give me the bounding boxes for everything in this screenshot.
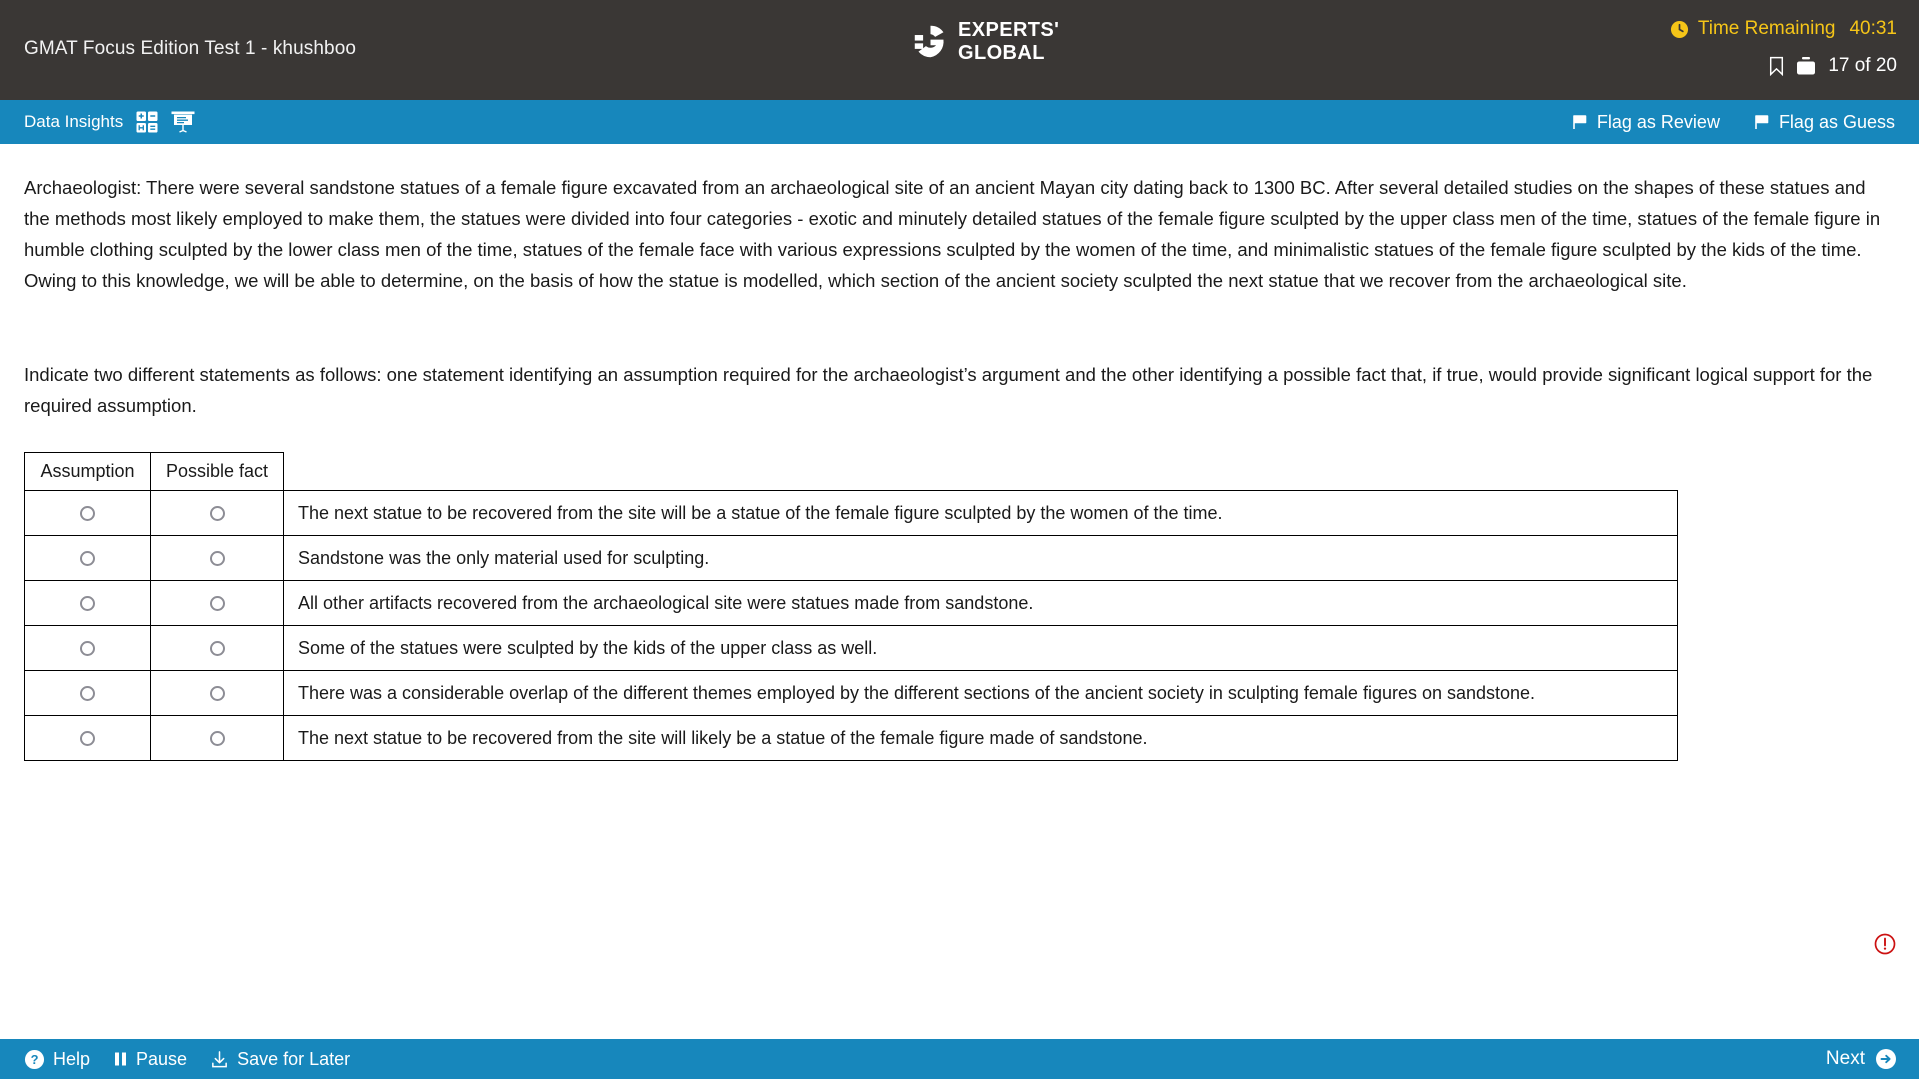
statement-text: The next statue to be recovered from the site will be a statue of the female figure sculpted by the women of the time. (284, 491, 1678, 536)
possible-fact-radio-cell[interactable] (151, 581, 284, 626)
column-header-statement (284, 453, 1678, 491)
time-remaining-label: Time Remaining (1697, 18, 1836, 39)
brand-logo-text (958, 20, 1059, 63)
bookmark-icon[interactable] (1769, 56, 1784, 76)
question-circle-icon (24, 1049, 45, 1070)
column-header-assumption: Assumption (25, 453, 151, 491)
possible-fact-radio[interactable] (210, 731, 225, 746)
save-for-later-button[interactable] (210, 1049, 350, 1070)
question-counter (1769, 55, 1897, 77)
help-button[interactable] (24, 1049, 90, 1070)
assumption-radio-cell[interactable] (25, 491, 151, 536)
pause-icon (113, 1051, 128, 1067)
possible-fact-radio[interactable] (210, 686, 225, 701)
footer-left-group (24, 1039, 350, 1079)
statement-text: All other artifacts recovered from the archaeological site were statues made from sandstone. (284, 581, 1678, 626)
table-row (25, 716, 1678, 761)
assumption-radio-cell[interactable] (25, 626, 151, 671)
bottom-toolbar (0, 1039, 1919, 1079)
table-row (25, 491, 1678, 536)
help-label: Help (53, 1048, 91, 1069)
assumption-radio[interactable] (80, 731, 95, 746)
possible-fact-radio[interactable] (210, 641, 225, 656)
whiteboard-icon[interactable] (171, 111, 195, 133)
save-for-later-label: Save for Later (237, 1048, 351, 1069)
statement-text: Some of the statues were sculpted by the kids of the upper class as well. (284, 626, 1678, 671)
assumption-radio[interactable] (80, 686, 95, 701)
table-row (25, 626, 1678, 671)
column-header-possible-fact: Possible fact (151, 453, 284, 491)
time-remaining-value: 40:31 (1849, 18, 1897, 39)
assumption-radio[interactable] (80, 641, 95, 656)
brand-logo (912, 20, 1059, 63)
flag-as-review-label: Flag as Review (1596, 111, 1720, 132)
top-header-bar (0, 0, 1919, 100)
question-counter-text: 17 of 20 (1828, 55, 1897, 76)
possible-fact-radio-cell[interactable] (151, 491, 284, 536)
briefcase-icon[interactable] (1795, 56, 1817, 76)
assumption-radio[interactable] (80, 596, 95, 611)
experts-global-logo-icon (912, 23, 949, 60)
download-icon (210, 1050, 229, 1069)
assumption-radio[interactable] (80, 551, 95, 566)
brand-line-1: EXPERTS' (958, 19, 1060, 41)
table-row (25, 536, 1678, 581)
clock-icon (1670, 20, 1689, 39)
possible-fact-radio[interactable] (210, 596, 225, 611)
svg-text:?: ? (30, 1051, 39, 1067)
statement-text: There was a considerable overlap of the different themes employed by the different sections of the ancient society in sculpting female figures on sandstone. (284, 671, 1678, 716)
section-label: Data Insights (24, 112, 124, 131)
instruction-text: Indicate two different statements as follows: one statement identifying an assumption required for the archaeologist’s argument and the other identifying a possible fact that, if true, would provide significant logical support for the required assumption. (24, 364, 1873, 416)
alert-indicator[interactable] (1873, 932, 1897, 956)
assumption-radio-cell[interactable] (25, 581, 151, 626)
pause-label: Pause (136, 1048, 188, 1069)
statement-text: The next statue to be recovered from the site will likely be a statue of the female figure made of sandstone. (284, 716, 1678, 761)
possible-fact-radio[interactable] (210, 506, 225, 521)
brand-line-2: GLOBAL (958, 42, 1045, 64)
arrow-right-circle-icon[interactable] (1875, 1048, 1897, 1070)
alert-circle-icon[interactable] (1873, 932, 1897, 956)
possible-fact-radio-cell[interactable] (151, 626, 284, 671)
flag-icon (1754, 114, 1770, 130)
table-row (25, 671, 1678, 716)
statement-text: Sandstone was the only material used for sculpting. (284, 536, 1678, 581)
next-button[interactable] (1826, 1039, 1897, 1079)
table-row (25, 581, 1678, 626)
section-nav-bar (0, 100, 1919, 144)
possible-fact-radio-cell[interactable] (151, 536, 284, 581)
table-header-row (25, 453, 1678, 491)
assumption-radio[interactable] (80, 506, 95, 521)
pause-button[interactable] (113, 1049, 187, 1070)
possible-fact-radio-cell[interactable] (151, 671, 284, 716)
possible-fact-radio-cell[interactable] (151, 716, 284, 761)
question-content-area (0, 144, 1919, 1039)
next-label: Next (1825, 1048, 1865, 1069)
two-part-analysis-table (24, 452, 1678, 761)
flag-icon (1572, 114, 1588, 130)
assumption-radio-cell[interactable] (25, 716, 151, 761)
passage-text: Archaeologist: There were several sandstone statues of a female figure excavated from an archaeological site of an ancient Mayan city dating back to 1300 BC. After several detailed studies on the shapes of these statues and the methods most likely employed to make them, the statues were divided into four categories - exotic and minutely detailed statues of the female figure sculpted by the upper class men of the time, statues of the female figure in humble clothing sculpted by the lower class men of the time, statues of the female face with various expressions sculpted by the women of the time, and minimalistic statues of the female figure sculpted by the kids of the time. Owing to this knowledge, we will be able to determine, on the basis of how the statue is modelled, which section of the ancient society sculpted the next statue that we recover from the archaeological site. (24, 177, 1881, 291)
flag-as-guess-label: Flag as Guess (1778, 111, 1895, 132)
assumption-radio-cell[interactable] (25, 536, 151, 581)
possible-fact-radio[interactable] (210, 551, 225, 566)
page-title: GMAT Focus Edition Test 1 - khushboo (24, 38, 357, 59)
flag-as-review-button[interactable] (1572, 112, 1720, 133)
table-body (25, 491, 1678, 761)
assumption-radio-cell[interactable] (25, 671, 151, 716)
time-remaining (1670, 18, 1897, 40)
nav-right-group (1572, 100, 1895, 144)
nav-left-group (24, 100, 195, 144)
flag-as-guess-button[interactable] (1754, 112, 1895, 133)
calculator-icon[interactable] (136, 111, 158, 133)
